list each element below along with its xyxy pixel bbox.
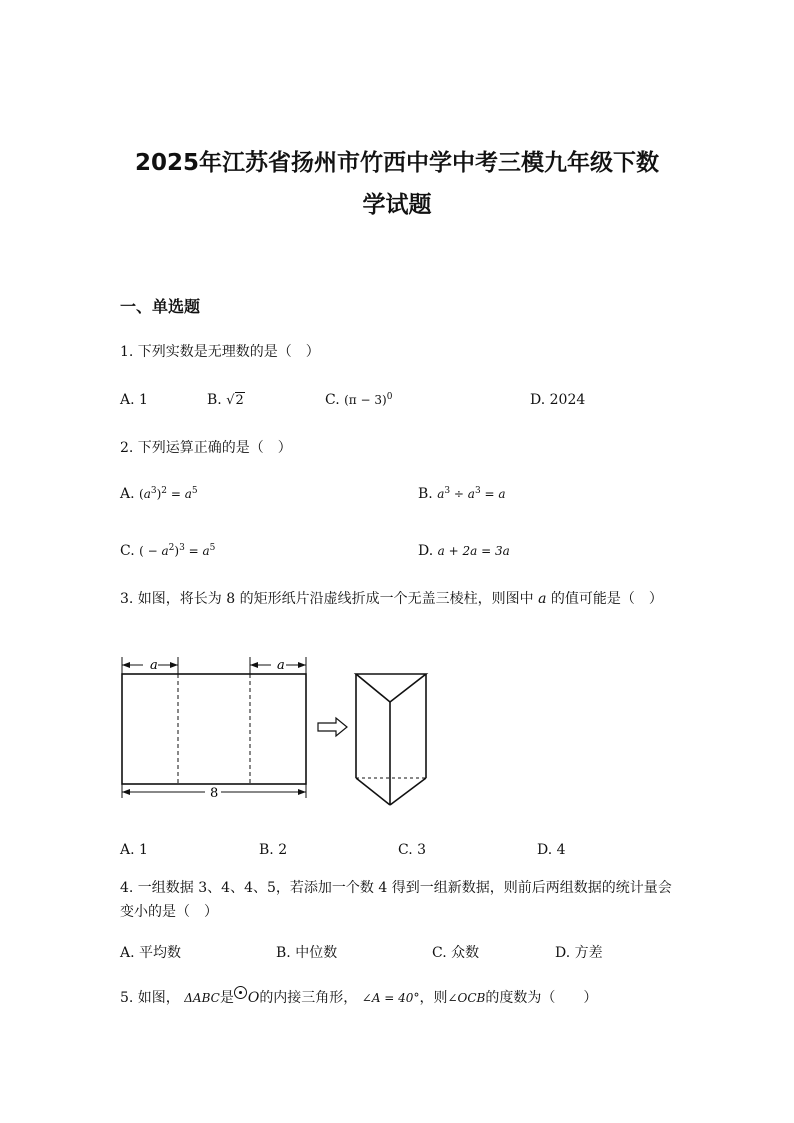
- fig-label-a-left: a: [150, 658, 158, 673]
- question-3-stem: 3. 如图，将长为 8 的矩形纸片沿虚线折成一个无盖三棱柱，则图中 a 的值可能是（ ）: [120, 591, 663, 607]
- q3-option-d: D. 4: [537, 842, 566, 858]
- arrow-icon: [318, 718, 347, 736]
- title-line-1: 2025年江苏省扬州市竹西中学中考三模九年级下数: [134, 150, 659, 176]
- circle-icon: [234, 986, 247, 999]
- question-5-stem: 5. 如图， ΔABC是 O的内接三角形， ∠A = 40°，则∠OCB的度数为（ ）: [120, 986, 680, 1010]
- q3-option-b: B. 2: [259, 842, 288, 858]
- title-line-2: 学试题: [362, 192, 432, 218]
- q4-option-a: A. 平均数: [120, 945, 182, 961]
- q4-option-b: B. 中位数: [276, 945, 338, 961]
- section-heading: 一、单选题: [120, 297, 201, 316]
- q3-option-c: C. 3: [398, 842, 427, 858]
- q2-option-b: B. $a^3 \div a^3 = a$: [418, 486, 506, 502]
- question-1-stem: 1. 下列实数是无理数的是（ ）: [120, 344, 320, 360]
- q2-option-d: D. a + 2a = 3a: [418, 543, 510, 559]
- question-2-stem: 2. 下列运算正确的是（ ）: [120, 440, 292, 456]
- fig-label-a-right: a: [277, 658, 285, 673]
- sqrt-expression: √2: [226, 393, 244, 408]
- q2-option-a: A. $(a^3)^2 = a^5$: [120, 486, 198, 502]
- q3-option-a: A. 1: [120, 842, 148, 858]
- q1-option-c: C. $(\pi - 3)^0$: [325, 392, 393, 408]
- q4-option-d: D. 方差: [555, 945, 603, 961]
- folding-figure: [115, 652, 445, 812]
- fig-label-8: 8: [210, 786, 219, 801]
- question-4-stem: 4. 一组数据 3、4、4、5，若添加一个数 4 得到一组新数据，则前后两组数据的统计量会变小的是（ ）: [120, 880, 672, 920]
- q2-option-c: C. ( − $a^2)^3 = a^5$: [120, 543, 216, 559]
- prism-figure: [356, 674, 426, 805]
- paper-rectangle: [122, 674, 306, 784]
- q1-option-d: D. 2024: [530, 392, 586, 408]
- q4-option-c: C. 众数: [432, 945, 480, 961]
- q1-option-b: B. √2: [207, 392, 244, 408]
- q1-option-a: A. 1: [120, 392, 148, 408]
